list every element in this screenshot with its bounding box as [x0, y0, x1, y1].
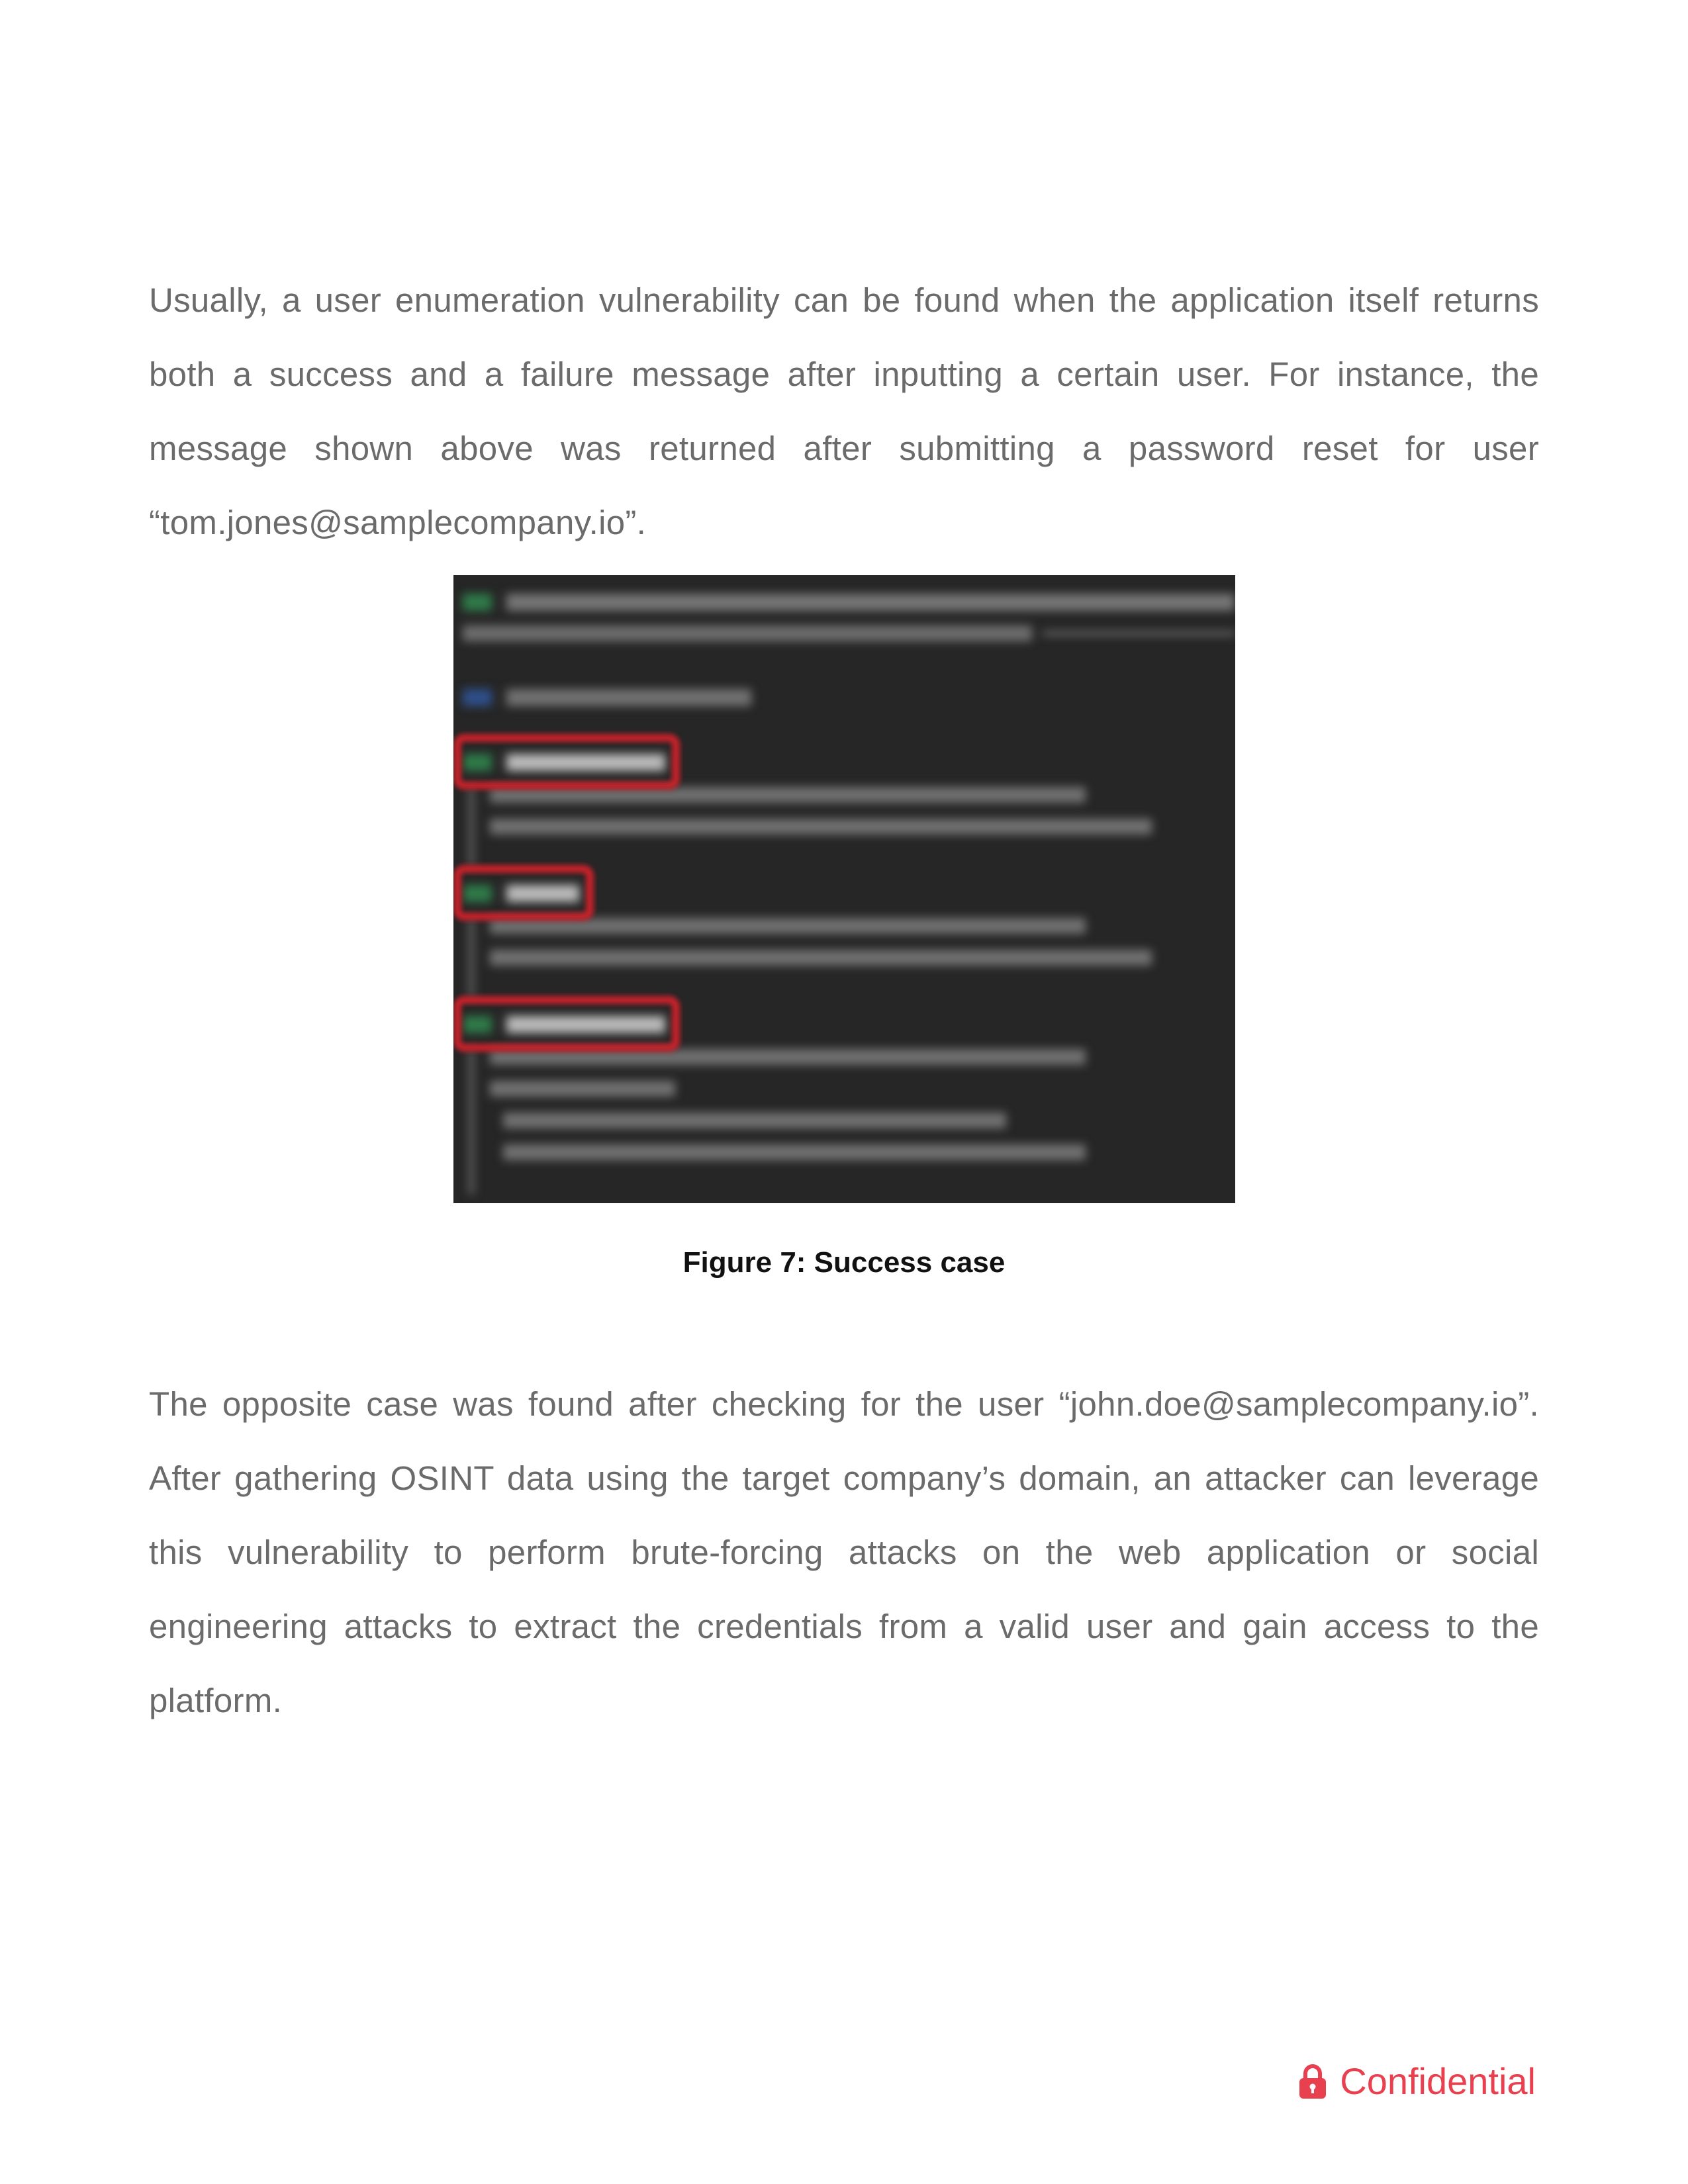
lock-icon — [1297, 2063, 1328, 2100]
confidential-footer — [1297, 2055, 1536, 2108]
blurred-terminal-image — [453, 575, 1235, 1203]
body-paragraph-2: The opposite case was found after checking for the user “john.doe@samplecompany.io”. After gathering OSINT data using the target company’s domain, an attacker can leverage this vulnerability to perform brute-forcing attacks on the web application or social engineering attacks to extract the credentials from a valid user and gain access to the platform. — [149, 1385, 1539, 1719]
figure-screenshot — [453, 575, 1235, 1203]
figure-caption: Figure 7: Success case — [682, 1246, 1006, 1279]
confidential-label: Confidential — [1340, 2060, 1536, 2102]
body-paragraph-1: Usually, a user enumeration vulnerability can be found when the application itself returns both a success and a failure message after inputting a certain user. For instance, the message shown above was returned after submitting a password reset for user “tom.jones@samplecompany.io”. — [149, 281, 1539, 541]
